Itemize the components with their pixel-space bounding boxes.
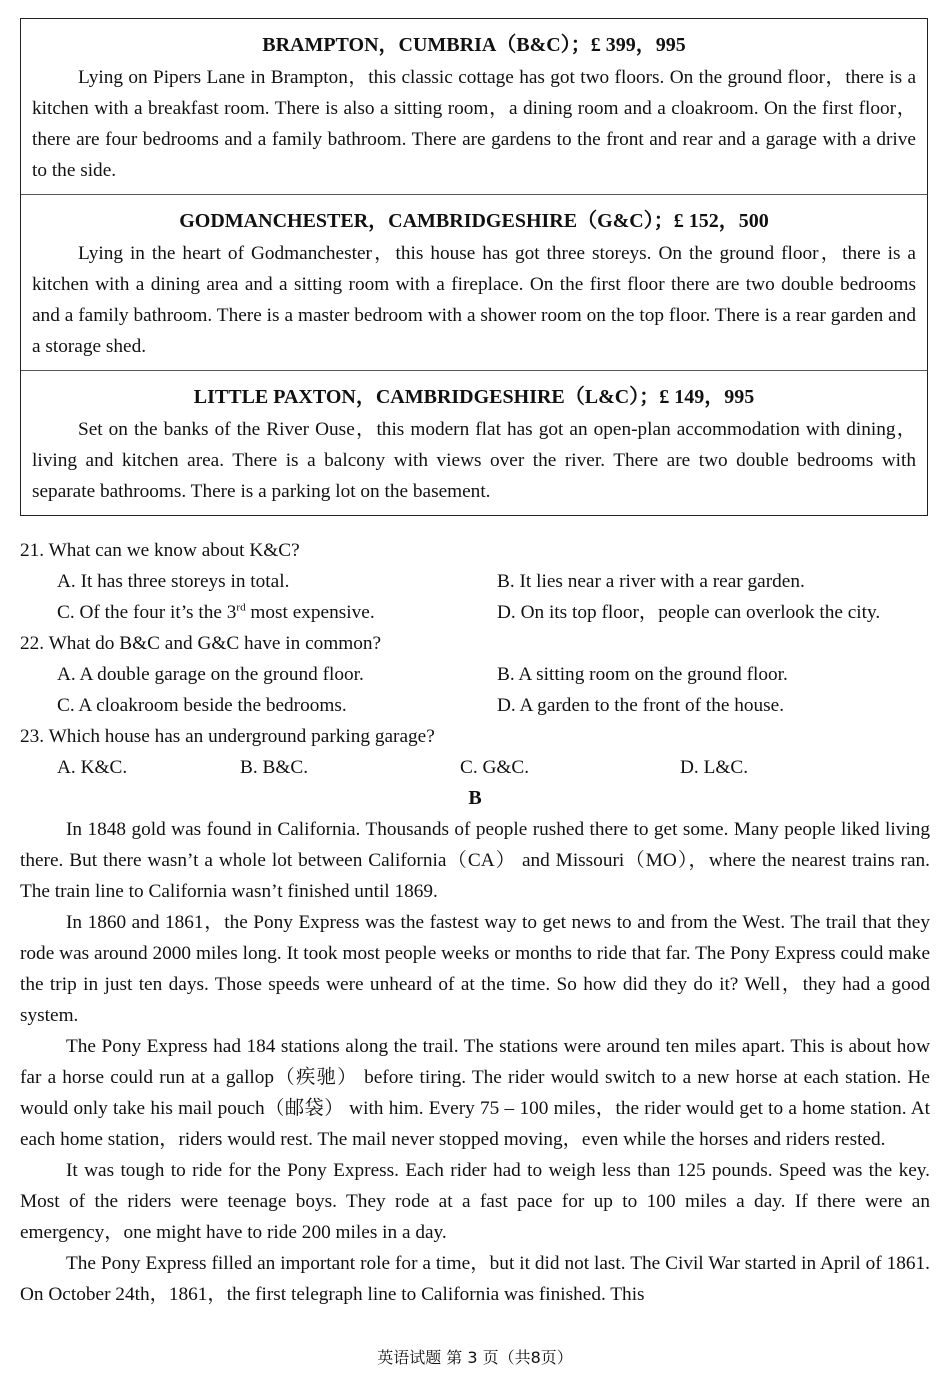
option-21-c [20,597,460,628]
listing-description: Lying on Pipers Lane in Brampton，this classic cottage has got two floors. On the ground floor，there is a kitchen with a breakfast room. There is also a sitting room，a dining room and a cloakroom. On the first floor，there are four bedrooms and a family bathroom. There are gardens to the front and rear and a garage with a drive to the side. [32,67,916,181]
option-21-c-superscript: rd [236,601,246,614]
passage-paragraph: In 1860 and 1861，the Pony Express was the fastest way to get news to and from the West. The trail that they rode was around 2000 miles long. It took most people weeks or months to ride that far. The Pony Express could make the trip in just ten days. Those speeds were unheard of at the time. So how did they do it? Well，they had a good system. [20,912,930,1026]
section-b-passage [20,814,930,1310]
question-21-options-row-2 [20,597,930,628]
listing-description: Set on the banks of the River Ouse，this modern flat has got an open-plan accommodation with dining，living and kitchen area. There is a balcony with views over the river. There are two double bedrooms with separate bathrooms. There is a parking lot on the basement. [32,419,916,502]
option-21-c-text-end: most expensive. [245,602,375,623]
option-23-a: A. K&C. [57,757,128,778]
passage-paragraph: The Pony Express had 184 stations along the trail. The stations were around ten miles apart. This is about how far a horse could run at a gallop（疾驰） before tiring. The rider would switch to a new horse at each station. He would only take his mail pouch（邮袋） with him. Every 75 – 100 miles，the rider would get to a home station. At each home station，riders would rest. The mail never stopped moving，even while the horses and riders rested. [20,1036,930,1150]
option-22-b: B. A sitting room on the ground floor. [497,664,788,685]
option-23-d: D. L&C. [680,757,749,778]
option-21-c-text: C. Of the four it’s the 3 [57,602,237,623]
option-21-b: B. It lies near a river with a rear garden. [497,571,805,592]
option-21-a: A. It has three storeys in total. [57,571,290,592]
question-22-options-row-1 [20,659,930,690]
section-b-title: B [468,787,482,809]
page-footer: 英语试题 第 3 页（共8页） [377,1348,573,1367]
option-23-b: B. B&C. [240,757,309,778]
property-listings-box [20,18,928,516]
listing-title: BRAMPTON，CUMBRIA（B&C）；£ 399，995 [262,34,686,56]
question-22-options-row-2 [20,690,930,721]
passage-paragraph: It was tough to ride for the Pony Express. Each rider had to weigh less than 125 pounds. Speed was the key. Most of the riders were teenage boys. They rode at a fast pace for up to 100 miles a day. If there were an emergency，one might have to ride 200 miles in a day. [20,1160,930,1243]
question-23-options-row [20,752,930,783]
passage-paragraph: The Pony Express filled an important role for a time，but it did not last. The Civil War started in April of 1861. On October 24th，1861，the first telegraph line to California was finished. This [20,1253,930,1305]
question-21-options-row-1 [20,566,930,597]
listing-description: Lying in the heart of Godmanchester，this house has got three storeys. On the ground floor，there is a kitchen with a dining area and a sitting room with a fireplace. On the first floor there are two double bedrooms and a family bathroom. There is a master bedroom with a shower room on the top floor. There is a rear garden and a storage shed. [32,243,916,357]
option-23-c: C. G&C. [460,757,530,778]
listing-title: GODMANCHESTER，CAMBRIDGESHIRE（G&C）；£ 152，500 [179,210,769,232]
passage-paragraph: In 1848 gold was found in California. Thousands of people rushed there to get some. Many people liked living there. But there wasn’t a whole lot between California（CA） and Missouri（MO），where the nearest trains ran. The train line to California wasn’t finished until 1869. [20,819,930,902]
option-22-d: D. A garden to the front of the house. [497,695,785,716]
listing-brampton [21,19,927,195]
option-22-c: C. A cloakroom beside the bedrooms. [57,695,347,716]
option-22-a: A. A double garage on the ground floor. [57,664,364,685]
listing-godmanchester [21,195,927,371]
question-22-stem: 22. What do B&C and G&C have in common? [20,633,382,654]
questions-section [20,535,930,1310]
listing-title: LITTLE PAXTON，CAMBRIDGESHIRE（L&C）；£ 149，995 [193,386,755,408]
option-21-d: D. On its top floor，people can overlook the city. [497,602,881,623]
listing-little-paxton [21,371,927,515]
question-23-stem: 23. Which house has an underground parking garage? [20,726,435,747]
question-21-stem: 21. What can we know about K&C? [20,540,300,561]
